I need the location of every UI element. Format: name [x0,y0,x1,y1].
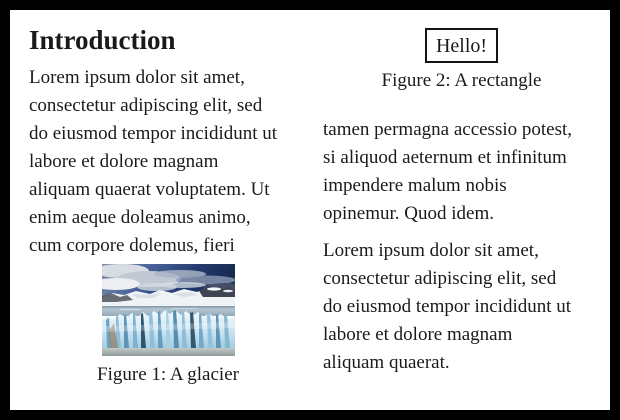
paragraph-line: tamen permagna accessio potest, [323,119,573,140]
figure-1 [29,264,307,387]
paragraph-line: do eiusmod tempor incididunt ut [323,296,572,317]
two-column-layout [29,27,600,387]
section-heading: Introduction [29,25,176,55]
paragraph-line: opinemur. Quod idem. [323,203,494,224]
paragraph-line: labore et dolore magnam [29,151,219,172]
right-column [323,27,600,387]
left-column [29,27,307,387]
body-paragraph-right-2 [323,237,600,377]
figure-2-caption: Figure 2: A rectangle [381,70,542,91]
paragraph-line: consectetur adipiscing elit, sed [323,268,557,289]
paragraph-line: cum corpore dolemus, fieri [29,235,235,256]
hello-box [425,28,498,63]
glacier-photo-image [102,264,235,356]
figure-1-caption: Figure 1: A glacier [97,364,239,385]
paragraph-line: aliquam quaerat. [323,352,450,373]
body-paragraph-right-1 [323,116,600,228]
body-paragraph-left [29,64,307,260]
paragraph-line: enim aeque doleamus animo, [29,207,251,228]
paragraph-line: Lorem ipsum dolor sit amet, [29,67,245,88]
hello-box-label: Hello! [435,34,488,57]
paragraph-line: labore et dolore magnam [323,324,513,345]
paragraph-line: Lorem ipsum dolor sit amet, [323,240,539,261]
document-page [10,10,610,410]
figure-2 [323,28,600,93]
paragraph-line: consectetur adipiscing elit, sed [29,95,263,116]
paragraph-line: si aliquod aeternum et infinitum [323,147,567,168]
paragraph-line: aliquam quaerat voluptatem. Ut [29,179,270,200]
paragraph-line: impendere malum nobis [323,175,507,196]
shore-strip [102,348,235,356]
paragraph-line: do eiusmod tempor incididunt ut [29,123,278,144]
